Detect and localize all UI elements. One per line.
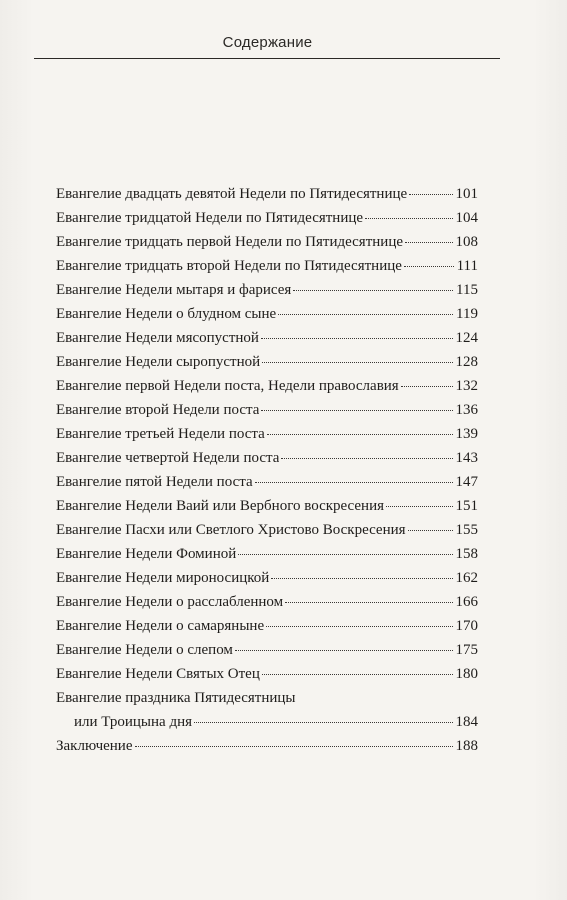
toc-entry-title: Евангелие Недели Ваий или Вербного воскресения (56, 498, 385, 514)
toc-entry[interactable] (56, 278, 478, 302)
toc-entry[interactable] (56, 446, 478, 470)
toc-leader-dots (261, 338, 453, 339)
toc-entry-page: 111 (456, 258, 478, 274)
toc-entry-title: Евангелие праздника Пятидесятницы (56, 690, 296, 706)
toc-entry[interactable] (56, 470, 478, 494)
toc-entry[interactable] (56, 422, 478, 446)
toc-leader-dots (194, 722, 452, 723)
toc-leader-dots (255, 482, 453, 483)
toc-entry-title: Евангелие четвертой Недели поста (56, 450, 280, 466)
toc-entry[interactable] (56, 374, 478, 398)
toc-leader-dots (267, 434, 453, 435)
toc-entry-title: Евангелие тридцатой Недели по Пятидесятнице (56, 210, 364, 226)
toc-entry[interactable] (56, 494, 478, 518)
toc-entry-page: 139 (455, 426, 478, 442)
toc-leader-dots (238, 554, 452, 555)
toc-entry-title: Евангелие третьей Недели поста (56, 426, 265, 442)
toc-entry-title: Евангелие Недели Святых Отец (56, 666, 260, 682)
toc-entry-conclusion[interactable] (56, 734, 478, 758)
toc-entry-page: 119 (456, 306, 478, 322)
toc-entry[interactable] (56, 230, 478, 254)
toc-leader-dots (266, 626, 452, 627)
toc-entry-title: Евангелие второй Недели поста (56, 402, 260, 418)
toc-entry[interactable] (56, 206, 478, 230)
toc-leader-dots (293, 290, 453, 291)
toc-leader-dots (278, 314, 453, 315)
toc-entry-page: 166 (455, 594, 478, 610)
toc-entry-page: 132 (455, 378, 478, 394)
toc-entry-continuation (56, 710, 478, 734)
toc-entry-title: Евангелие Недели о блудном сыне (56, 306, 277, 322)
toc-entry-title: Евангелие первой Недели поста, Недели православия (56, 378, 399, 394)
toc-entry-page: 128 (455, 354, 478, 370)
toc-entry[interactable] (56, 638, 478, 662)
toc-entry-page: 180 (455, 666, 478, 682)
toc-entry-title: Евангелие Недели о слепом (56, 642, 233, 658)
toc-leader-dots (262, 674, 453, 675)
toc-entry[interactable] (56, 542, 478, 566)
toc-entry-page: 124 (455, 330, 478, 346)
toc-entry-page: 188 (455, 738, 478, 754)
toc-entry-title-continued: или Троицына дня (74, 714, 193, 730)
toc-leader-dots (405, 242, 453, 243)
toc-entry-title: Евангелие Недели сыропустной (56, 354, 261, 370)
toc-entry-page: 136 (455, 402, 478, 418)
toc-entry-page: 143 (455, 450, 478, 466)
toc-leader-dots (281, 458, 452, 459)
toc-entry-title: Евангелие Недели о расслабленном (56, 594, 284, 610)
toc-leader-dots (262, 362, 452, 363)
toc-leader-dots (365, 218, 452, 219)
toc-entry[interactable] (56, 350, 478, 374)
toc-entry-pentecost[interactable] (56, 686, 478, 734)
table-of-contents (56, 182, 478, 758)
toc-entry[interactable] (56, 302, 478, 326)
toc-entry-title: Евангелие Недели Фоминой (56, 546, 237, 562)
toc-leader-dots (271, 578, 452, 579)
toc-entry[interactable] (56, 254, 478, 278)
toc-entry-page: 170 (455, 618, 478, 634)
toc-entry-title: Заключение (56, 738, 133, 754)
toc-leader-dots (135, 746, 453, 747)
header-rule (34, 58, 500, 59)
toc-entry-title: Евангелие Недели мясопустной (56, 330, 259, 346)
toc-entry-page: 104 (455, 210, 478, 226)
toc-entry[interactable] (56, 590, 478, 614)
toc-entry-title: Евангелие Пасхи или Светлого Христово Воскресения (56, 522, 406, 538)
toc-entry-page: 184 (455, 714, 478, 730)
toc-leader-dots (285, 602, 452, 603)
toc-entry-title: Евангелие Недели мироносицкой (56, 570, 270, 586)
toc-entry-title: Евангелие тридцать первой Недели по Пятидесятнице (56, 234, 403, 250)
toc-entry[interactable] (56, 326, 478, 350)
toc-entry-page: 151 (455, 498, 478, 514)
toc-entry[interactable] (56, 182, 478, 206)
toc-entry-title: Евангелие двадцать девятой Недели по Пятидесятнице (56, 186, 408, 202)
toc-entry-page: 108 (455, 234, 478, 250)
toc-entry[interactable] (56, 566, 478, 590)
toc-leader-dots (401, 386, 453, 387)
toc-entry-page: 162 (455, 570, 478, 586)
toc-entry-title: Евангелие пятой Недели поста (56, 474, 253, 490)
toc-entry-page: 158 (455, 546, 478, 562)
toc-leader-dots (235, 650, 453, 651)
toc-entry-page: 175 (455, 642, 478, 658)
toc-entry[interactable] (56, 398, 478, 422)
toc-entry[interactable] (56, 614, 478, 638)
toc-leader-dots (404, 266, 454, 267)
toc-entry-title: Евангелие Недели о самаряныне (56, 618, 265, 634)
page-header: Содержание (222, 34, 313, 51)
toc-entry-title: Евангелие Недели мытаря и фарисея (56, 282, 292, 298)
toc-leader-dots (409, 194, 452, 195)
toc-entry-page: 101 (455, 186, 478, 202)
toc-entry[interactable] (56, 662, 478, 686)
toc-entry-page: 147 (455, 474, 478, 490)
toc-leader-dots (261, 410, 452, 411)
toc-leader-dots (408, 530, 453, 531)
toc-leader-dots (386, 506, 452, 507)
toc-entry-title: Евангелие тридцать второй Недели по Пятидесятнице (56, 258, 402, 274)
toc-entry-page: 115 (456, 282, 478, 298)
toc-entry-page: 155 (455, 522, 478, 538)
toc-entry[interactable] (56, 518, 478, 542)
